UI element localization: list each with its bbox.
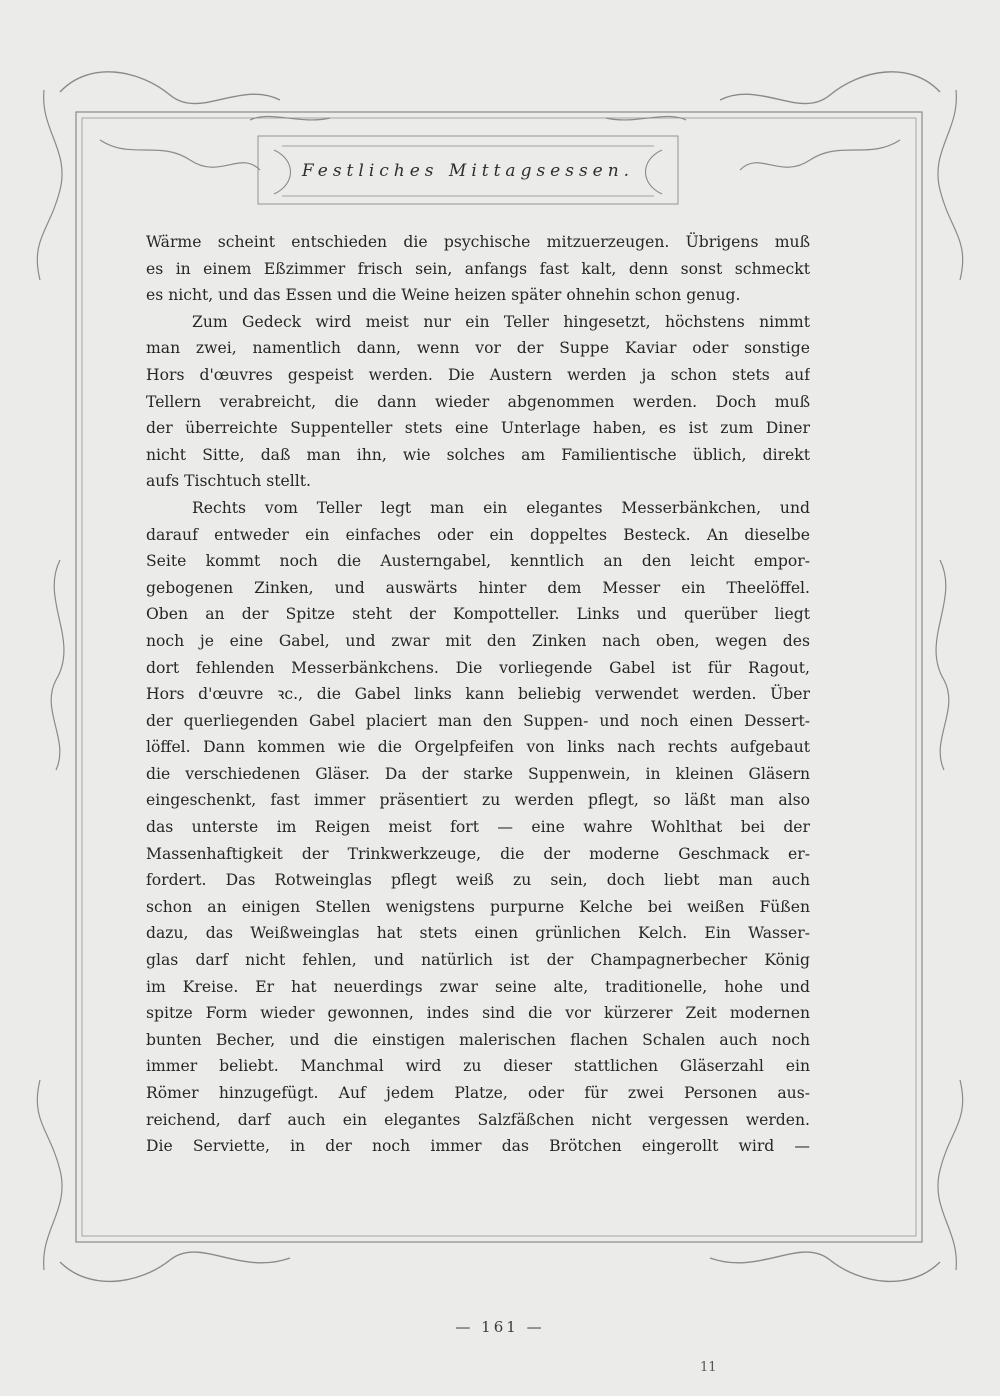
- text-line: aufs Tischtuch stellt.: [146, 472, 311, 491]
- text-line: gebogenen Zinken, und auswärts hinter dem Messer ein Theelöffel.: [146, 578, 810, 597]
- text-line: Wärme scheint entschieden die psychische mitzuerzeugen. Übrigens muß: [146, 233, 810, 251]
- text-line: dort fehlenden Messerbänkchens. Die vorliegende Gabel ist für Ragout,: [146, 658, 810, 677]
- signature-mark: 11: [700, 1360, 717, 1375]
- running-header: [282, 146, 654, 196]
- text-line: Römer hinzugefügt. Auf jedem Platze, oder für zwei Personen aus-: [146, 1084, 810, 1102]
- text-line: glas darf nicht fehlen, und natürlich ist der Champagnerbecher König: [146, 951, 810, 970]
- text-line: eingeschenkt, fast immer präsentiert zu werden pflegt, so läßt man also: [146, 791, 810, 810]
- text-line: Hors d'œuvre ꝛc., die Gabel links kann beliebig verwendet werden. Über: [146, 685, 810, 704]
- text-line: man zwei, namentlich dann, wenn vor der Suppe Kaviar oder sonstige: [146, 339, 810, 358]
- text-line: Massenhaftigkeit der Trinkwerkzeuge, die der moderne Geschmack er-: [146, 844, 810, 863]
- text-line: Rechts vom Teller legt man ein elegantes Messerbänkchen, und: [192, 498, 810, 517]
- text-line: Seite kommt noch die Austerngabel, kenntlich an den leicht empor-: [146, 552, 810, 571]
- text-line: Hors d'œuvres gespeist werden. Die Austern werden ja schon stets auf: [146, 365, 810, 384]
- page-number: — 161 —: [455, 1318, 545, 1336]
- text-line: im Kreise. Er hat neuerdings zwar seine alte, traditionelle, hohe und: [146, 977, 810, 996]
- text-line: löffel. Dann kommen wie die Orgelpfeifen von links nach rechts aufgebaut: [146, 738, 810, 757]
- text-line: es nicht, und das Essen und die Weine heizen später ohnehin schon genug.: [146, 286, 741, 305]
- text-line: Oben an der Spitze steht der Kompotteller. Links und querüber liegt: [146, 605, 810, 624]
- body-text: [146, 229, 810, 1160]
- text-line: die verschiedenen Gläser. Da der starke Suppenwein, in kleinen Gläsern: [146, 764, 810, 783]
- text-line: es in einem Eßzimmer frisch sein, anfangs fast kalt, denn sonst schmeckt: [146, 259, 810, 278]
- text-line: immer beliebt. Manchmal wird zu dieser stattlichen Gläserzahl ein: [146, 1057, 810, 1076]
- text-line: dazu, das Weißweinglas hat stets einen grünlichen Kelch. Ein Wasser-: [146, 924, 810, 943]
- text-line: der querliegenden Gabel placiert man den Suppen- und noch einen Dessert-: [146, 711, 810, 730]
- text-line: Tellern verabreicht, die dann wieder abgenommen werden. Doch muß: [146, 392, 810, 411]
- text-line: darauf entweder ein einfaches oder ein doppeltes Besteck. An dieselbe: [146, 525, 810, 544]
- text-line: reichend, darf auch ein elegantes Salzfäßchen nicht vergessen werden.: [146, 1110, 810, 1129]
- text-line: nicht Sitte, daß man ihn, wie solches am Familientische üblich, direkt: [146, 445, 810, 464]
- text-line: schon an einigen Stellen wenigstens purpurne Kelche bei weißen Füßen: [146, 897, 810, 916]
- text-line: Die Serviette, in der noch immer das Brötchen eingerollt wird —: [146, 1137, 810, 1156]
- text-line: das unterste im Reigen meist fort — eine wahre Wohlthat bei der: [146, 818, 810, 837]
- text-line: bunten Becher, und die einstigen malerischen flachen Schalen auch noch: [146, 1030, 810, 1049]
- page-title: Festliches Mittagsessen.: [301, 161, 635, 181]
- text-line: fordert. Das Rotweinglas pflegt weiß zu sein, doch liebt man auch: [146, 871, 810, 890]
- text-line: Zum Gedeck wird meist nur ein Teller hingesetzt, höchstens nimmt: [192, 312, 810, 331]
- text-line: der überreichte Suppenteller stets eine Unterlage haben, es ist zum Diner: [146, 419, 810, 438]
- text-line: noch je eine Gabel, und zwar mit den Zinken nach oben, wegen des: [146, 631, 810, 650]
- text-line: spitze Form wieder gewonnen, indes sind die vor kürzerer Zeit modernen: [146, 1004, 810, 1023]
